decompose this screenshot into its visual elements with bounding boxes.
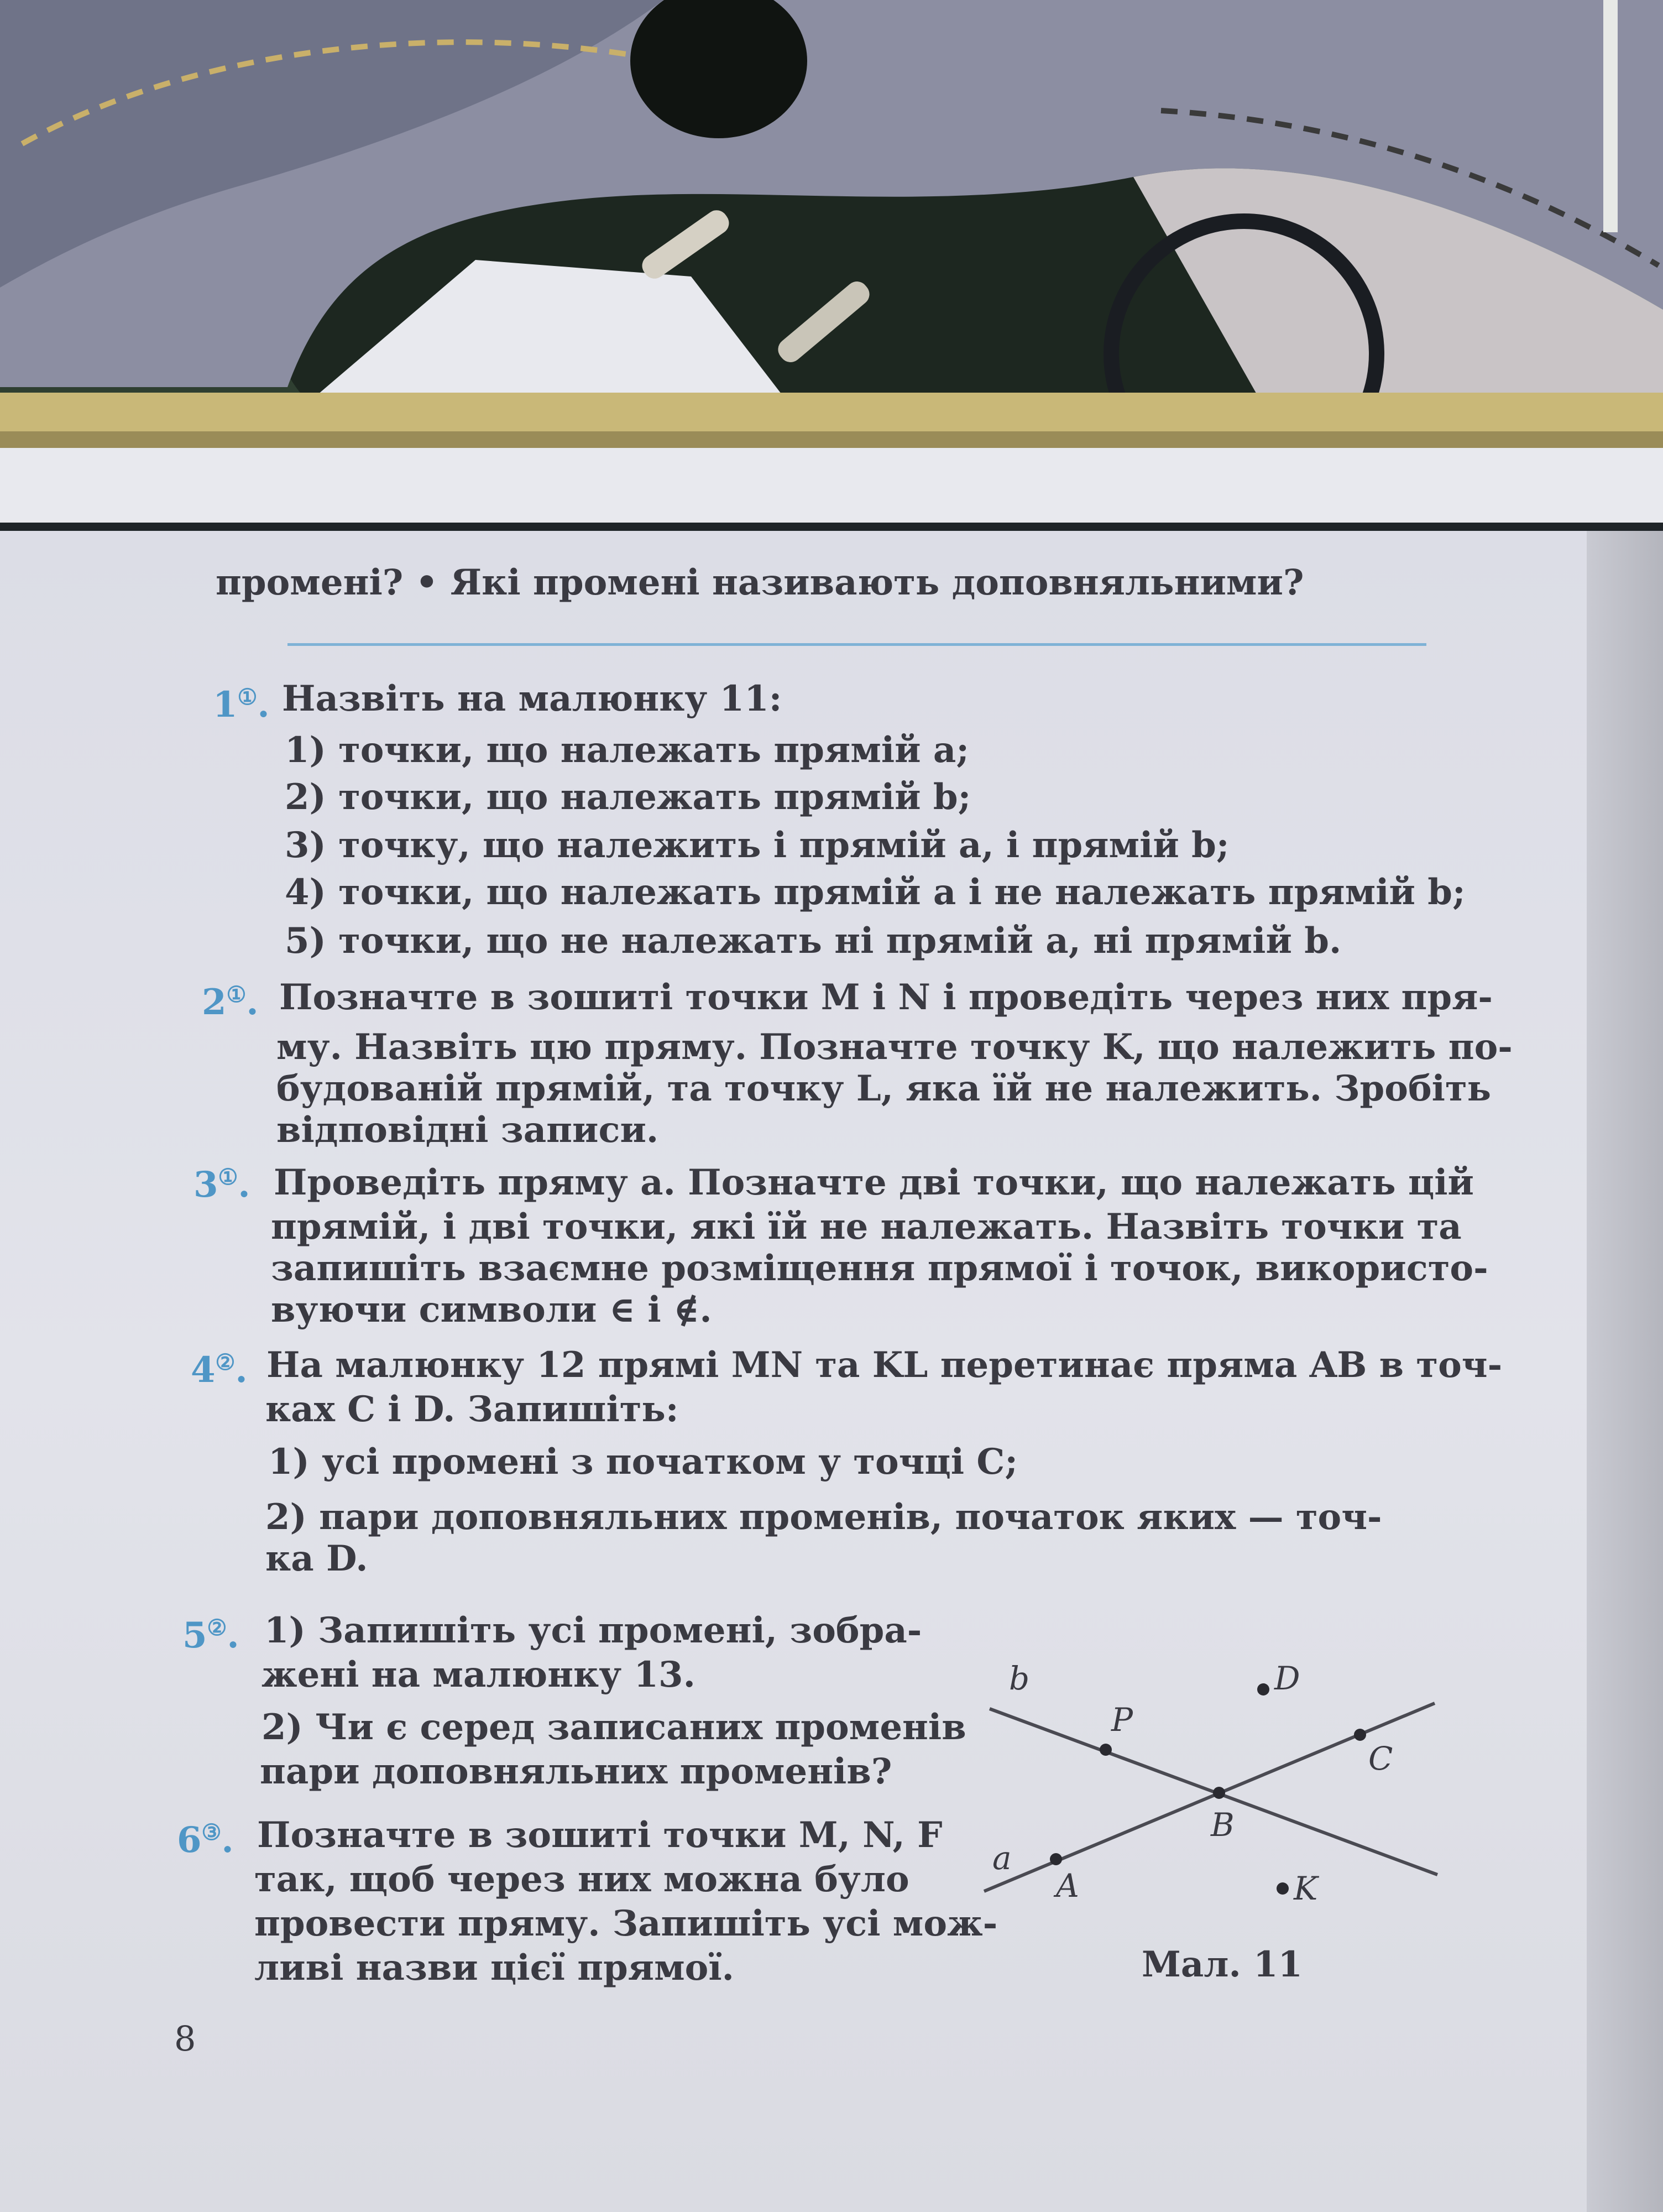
exercise-1-line: 1) точки, що належать прямій a;: [285, 729, 969, 771]
label-B: B: [1211, 1806, 1235, 1844]
exercise-6-line: так, щоб через них можна було: [254, 1859, 909, 1900]
exercise-1-line: 2) точки, що належать прямій b;: [285, 776, 971, 818]
exercise-1-line: Назвіть на малюнку 11:: [282, 678, 782, 719]
point-C: [1354, 1729, 1366, 1741]
label-D: D: [1274, 1660, 1300, 1697]
label-C: C: [1368, 1740, 1393, 1777]
exercise-3-line: запишіть взаємне розміщення прямої і точок, використо-: [271, 1248, 1488, 1289]
exercise-4-line: ках C і D. Запишіть:: [265, 1389, 679, 1430]
point-D: [1257, 1683, 1269, 1695]
exercise-number: 2①.: [202, 982, 259, 1023]
label-K: K: [1294, 1870, 1318, 1907]
exercise-6-line: провести пряму. Запишіть усі мож-: [254, 1903, 998, 1944]
label-A: A: [1056, 1867, 1079, 1905]
exercise-2-line: Позначте в зошиті точки M і N і проведіть через них пря-: [279, 977, 1493, 1018]
label-P: P: [1111, 1701, 1133, 1739]
label-a: a: [992, 1839, 1012, 1877]
label-b: b: [1009, 1660, 1030, 1697]
exercise-1-line: 5) точки, що не належать ні прямій a, ні прямій b.: [285, 920, 1342, 962]
exercise-6-line: ливі назви цієї прямої.: [254, 1947, 734, 1989]
exercise-6-line: Позначте в зошиті точки M, N, F: [257, 1814, 943, 1856]
exercise-number: 3①.: [194, 1164, 250, 1206]
photo-backdrop: [0, 0, 1663, 553]
exercise-3-line: прямій, і дві точки, які їй не належать. Назвіть точки та: [271, 1206, 1462, 1248]
exercise-4-line: 1) усі промені з початком у точці C;: [268, 1441, 1018, 1483]
exercise-4-line: ка D.: [265, 1538, 368, 1579]
exercise-number: 6③.: [177, 1819, 234, 1861]
exercise-1-line: 3) точку, що належить і прямій a, і прямій b;: [285, 825, 1230, 866]
page-number: 8: [174, 2018, 196, 2059]
exercise-5-line: 1) Запишіть усі промені, зобра-: [264, 1610, 922, 1651]
exercise-2-line: му. Назвіть цю пряму. Позначте точку K, що належить по-: [276, 1026, 1513, 1068]
exercise-4-line: 2) пари доповняльних променів, початок яких — точ-: [265, 1496, 1382, 1538]
exercise-3-line: Проведіть пряму a. Позначте дві точки, що належать цій: [274, 1162, 1474, 1203]
exercise-1-line: 4) точки, що належать прямій a і не належать прямій b;: [285, 872, 1466, 913]
section-divider: [287, 643, 1426, 646]
exercise-2-line: будованій прямій, та точку L, яка їй не належить. Зробіть: [276, 1068, 1492, 1109]
figure-11: [973, 1648, 1448, 1908]
point-K: [1277, 1882, 1289, 1895]
exercise-number: 5②.: [182, 1615, 239, 1656]
point-B: [1213, 1787, 1225, 1799]
point-A: [1050, 1853, 1062, 1865]
exercise-2-line: відповідні записи.: [276, 1109, 659, 1151]
exercise-5-line: пари доповняльних променів?: [260, 1751, 892, 1792]
previous-question-line: промені? • Які промені називають доповняльними?: [216, 562, 1304, 603]
exercise-number: 4②.: [191, 1349, 248, 1391]
exercise-5-line: жені на малюнку 13.: [262, 1654, 695, 1695]
exercise-number: 1①.: [213, 684, 270, 726]
exercise-4-line: На малюнку 12 прямі MN та KL перетинає пряма AB в точ-: [266, 1344, 1503, 1386]
figure-caption: Мал. 11: [1142, 1944, 1303, 1985]
page-edge: [1587, 531, 1663, 2212]
exercise-5-line: 2) Чи є серед записаних променів: [262, 1707, 966, 1748]
point-P: [1100, 1744, 1112, 1756]
exercise-3-line: вуючи символи ∈ і ∉.: [271, 1289, 712, 1331]
